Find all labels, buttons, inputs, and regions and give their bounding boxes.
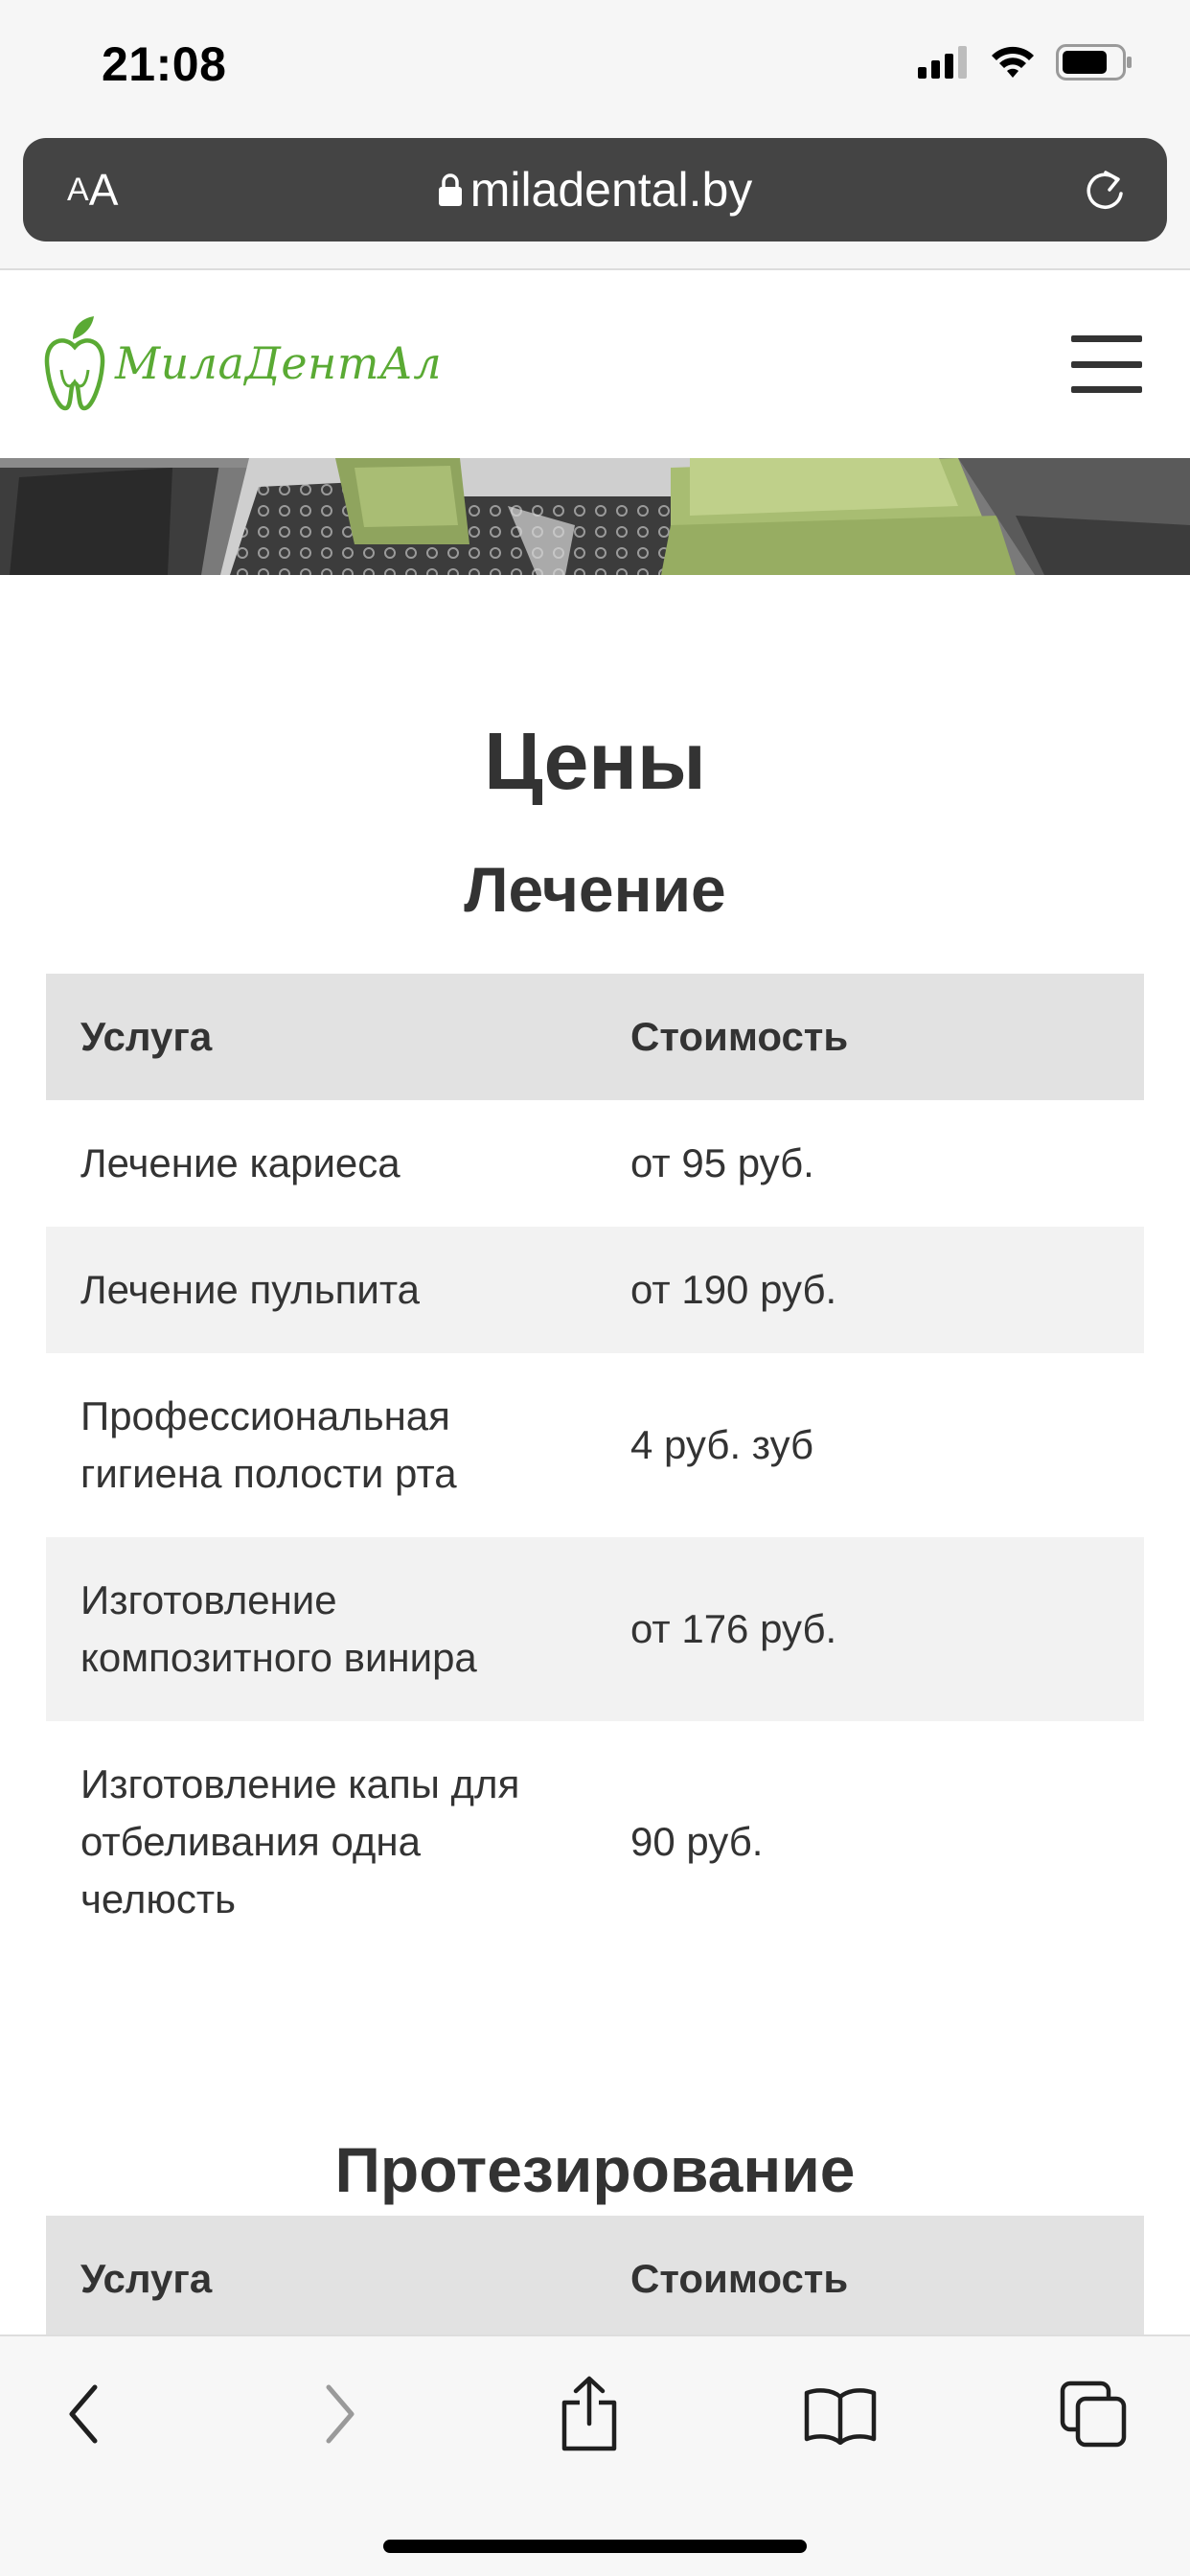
price-table-prosthetics xyxy=(46,2216,1144,2342)
price-cell: 4 руб. зуб xyxy=(630,1422,814,1467)
share-button[interactable] xyxy=(546,2371,632,2457)
price-cell: 90 руб. xyxy=(630,1819,764,1864)
column-header-service: Услуга xyxy=(46,974,596,1100)
share-icon xyxy=(559,2376,620,2452)
chevron-left-icon xyxy=(64,2383,103,2445)
chevron-right-icon xyxy=(321,2383,359,2445)
aa-big-letter: A xyxy=(88,165,119,215)
status-icons xyxy=(918,44,1133,80)
site-logo[interactable] xyxy=(44,314,442,412)
back-button[interactable] xyxy=(40,2371,126,2457)
table-row xyxy=(46,1537,1144,1721)
hero-image xyxy=(0,458,1190,575)
tabs-icon xyxy=(1059,2380,1128,2449)
home-indicator xyxy=(383,2540,807,2553)
table-row xyxy=(46,1100,1144,1227)
url-text: miladental.by xyxy=(469,163,753,217)
menu-line xyxy=(1071,361,1142,368)
browser-toolbar xyxy=(0,2334,1190,2576)
browser-address-area xyxy=(0,128,1190,270)
price-cell: от 95 руб. xyxy=(630,1140,814,1185)
table-header-row xyxy=(46,2216,1144,2342)
column-header-service: Услуга xyxy=(46,2216,596,2342)
reload-icon[interactable] xyxy=(1081,167,1129,215)
clinic-interior-illustration xyxy=(0,458,1190,575)
wifi-icon xyxy=(989,45,1037,80)
tabs-button[interactable] xyxy=(1050,2371,1136,2457)
table-header-row xyxy=(46,974,1144,1100)
status-time: 21:08 xyxy=(102,37,227,91)
service-cell: Изготовление композитного винира xyxy=(46,1537,596,1721)
lock-icon xyxy=(438,172,463,207)
price-table-treatment xyxy=(46,974,1144,1963)
apple-tooth-icon xyxy=(44,314,105,412)
forward-button[interactable] xyxy=(297,2371,383,2457)
section-title-treatment: Лечение xyxy=(464,854,726,925)
section-title-prosthetics: Протезирование xyxy=(334,2134,856,2205)
menu-line xyxy=(1071,386,1142,393)
price-cell: от 190 руб. xyxy=(596,1227,1144,1353)
price-cell: от 176 руб. xyxy=(596,1537,1144,1721)
column-header-price: Стоимость xyxy=(596,974,1144,1100)
hamburger-menu-icon[interactable] xyxy=(1071,335,1142,393)
address-bar[interactable] xyxy=(23,138,1167,242)
column-header-price: Стоимость xyxy=(596,2216,1144,2342)
bookmarks-button[interactable] xyxy=(797,2371,883,2457)
menu-line xyxy=(1071,335,1142,342)
status-bar xyxy=(0,0,1190,128)
cellular-signal-icon xyxy=(918,46,970,79)
logo-text: МилаДентАл xyxy=(115,337,443,389)
service-cell: Профессиональная гигиена полости рта xyxy=(80,1393,457,1496)
table-row xyxy=(46,1227,1144,1353)
book-icon xyxy=(803,2383,878,2445)
url-display[interactable] xyxy=(23,138,1167,242)
page-title: Цены xyxy=(484,716,706,806)
service-cell: Изготовление капы для отбеливания одна челюсть xyxy=(80,1761,520,1921)
site-header xyxy=(0,272,1190,458)
service-cell: Лечение кариеса xyxy=(80,1140,400,1185)
service-cell: Лечение пульпита xyxy=(46,1227,596,1353)
table-row xyxy=(46,1721,1144,1963)
battery-icon xyxy=(1056,44,1133,80)
aa-small-letter: A xyxy=(67,171,89,208)
table-row xyxy=(46,1353,1144,1537)
